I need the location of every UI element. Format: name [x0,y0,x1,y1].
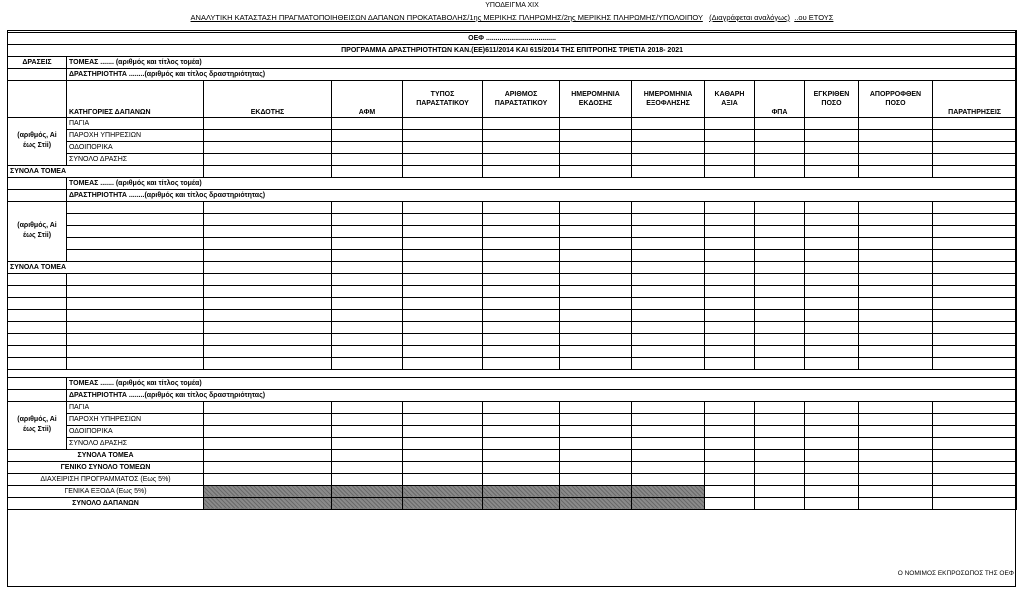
category-cell: ΠΑΓΙΑ [67,117,204,129]
col-issue-date: ΗΜΕΡΟΜΗΝΙΑ ΕΚΔΟΣΗΣ [560,80,632,117]
col-remarks: ΠΑΡΑΤΗΡΗΣΕΙΣ [933,80,1017,117]
col-issuer: ΕΚΔΟΤΗΣ [204,80,332,117]
table-row [8,437,1017,449]
table-row [8,201,1017,213]
actions-header: ΔΡΑΣΕΙΣ [8,56,67,68]
table-row [8,413,1017,425]
subtitle-main: ΑΝΑΛΥΤΙΚΗ ΚΑΤΑΣΤΑΣΗ ΠΡΑΓΜΑΤΟΠΟΙΗΘΕΙΣΩΝ ΔΑΠΑΝΩΝ ΠΡΟΚΑΤΑΒΟΛΗΣ/1ης ΜΕΡΙΚΗΣ ΠΛΗΡΩΜΗΣ/2ης ΜΕΡΙΚΗΣ ΠΛΗΡΩΜΗΣ/ΥΠΟΛΟΙΠΟΥ [190,13,703,22]
activity-label: ΔΡΑΣΤΗΡΙΟΤΗΤΑ ........(αριθμός και τίτλος δραστηριότητας) [67,189,1017,201]
oef-line: ΟΕΦ .................................... [8,32,1017,44]
sector-totals-label: ΣΥΝΟΛΑ ΤΟΜΕΑ [8,261,204,273]
sector-label: ΤΟΜΕΑΣ ....... (αριθμός και τίτλος τομέα) [67,56,1017,68]
sector-totals-label: ΣΥΝΟΛΑ ΤΟΜΕΑ [8,449,204,461]
category-cell: ΣΥΝΟΛΟ ΔΡΑΣΗΣ [67,153,204,165]
table-row [8,333,1017,345]
total-expenses-label: ΣΥΝΟΛΟ ΔΑΠΑΝΩΝ [8,497,204,509]
col-absorbed: ΑΠΟΡΡΟΦΘΕΝ ΠΟΣΟ [859,80,933,117]
activity-label: ΔΡΑΣΤΗΡΙΟΤΗΤΑ ........(αριθμός και τίτλος δραστηριότητας) [67,68,1017,80]
program-line: ΠΡΟΓΡΑΜΜΑ ΔΡΑΣΤΗΡΙΟΤΗΤΩΝ ΚΑΝ.(ΕΕ)611/2014 ΚΑΙ 615/2014 ΤΗΣ ΕΠΙΤΡΟΠΗΣ ΤΡΙΕΤΙΑ 2018- 2021 [8,44,1017,56]
col-approved: ΕΓΚΡΙΘΕΝ ΠΟΣΟ [805,80,859,117]
sector-label: ΤΟΜΕΑΣ ....... (αριθμός και τίτλος τομέα) [67,377,1017,389]
table-row [8,225,1017,237]
form-subtitle [0,13,1024,22]
table-row [8,285,1017,297]
general-sector-total-label: ΓΕΝΙΚΟ ΣΥΝΟΛΟ ΤΟΜΕΩΝ [8,461,204,473]
table-row [8,237,1017,249]
table-row [8,321,1017,333]
column-header-row [8,80,1017,117]
expense-table [7,30,1017,510]
col-afm: ΑΦΜ [332,80,403,117]
form-title: ΥΠΟΔΕΙΓΜΑ ΧΙΧ [485,2,539,9]
col-payment-date: ΗΜΕΡΟΜΗΝΙΑ ΕΞΟΦΛΗΣΗΣ [632,80,705,117]
table-row [8,309,1017,321]
table-row [8,129,1017,141]
col-categories: ΚΑΤΗΓΟΡΙΕΣ ΔΑΠΑΝΩΝ [67,80,204,117]
table-row [8,401,1017,413]
table-row [8,141,1017,153]
table-row [8,213,1017,225]
table-row [8,345,1017,357]
table-row [8,153,1017,165]
category-cell: ΠΑΓΙΑ [67,401,204,413]
col-vat: ΦΠΑ [755,80,805,117]
category-cell: ΣΥΝΟΛΟ ΔΡΑΣΗΣ [67,437,204,449]
col-doc-type: ΤΥΠΟΣ ΠΑΡΑΣΤΑΤΙΚΟΥ [403,80,483,117]
table-row [8,425,1017,437]
category-cell: ΠΑΡΟΧΗ ΥΠΗΡΕΣΙΩΝ [67,129,204,141]
action-range-label: (αριθμός, Αi έως Στii) [8,117,67,165]
program-management-label: ΔΙΑΧΕΙΡΙΣΗ ΠΡΟΓΡΑΜΜΑΤΟΣ (Εως 5%) [8,473,204,485]
subtitle-year: ..ου ΕΤΟΥΣ [794,13,834,22]
table-row [8,357,1017,369]
table-row [8,297,1017,309]
table-row [8,117,1017,129]
sector-label: ΤΟΜΕΑΣ ....... (αριθμός και τίτλος τομέα) [67,177,1017,189]
table-row [8,249,1017,261]
category-cell: ΠΑΡΟΧΗ ΥΠΗΡΕΣΙΩΝ [67,413,204,425]
activity-label: ΔΡΑΣΤΗΡΙΟΤΗΤΑ ........(αριθμός και τίτλος δραστηριότητας) [67,389,1017,401]
category-cell: ΟΔΟΙΠΟΡΙΚΑ [67,425,204,437]
action-range-label: (αριθμός, Αi έως Στii) [8,401,67,449]
action-range-label: (αριθμός, Αi έως Στii) [8,201,67,261]
table-row [8,273,1017,285]
subtitle-note: (Διαγράφεται αναλόγως) [709,13,791,22]
col-net-value: ΚΑΘΑΡΗ ΑΞΙΑ [705,80,755,117]
sector-totals-label: ΣΥΝΟΛΑ ΤΟΜΕΑ [8,165,204,177]
col-doc-number: ΑΡΙΘΜΟΣ ΠΑΡΑΣΤΑΤΙΚΟΥ [483,80,560,117]
signature-label: Ο ΝΟΜΙΜΟΣ ΕΚΠΡΟΣΩΠΟΣ ΤΗΣ ΟΕΦ [897,570,1014,577]
category-cell: ΟΔΟΙΠΟΡΙΚΑ [67,141,204,153]
general-expenses-label: ΓΕΝΙΚΑ ΕΞΟΔΑ (Εως 5%) [8,485,204,497]
